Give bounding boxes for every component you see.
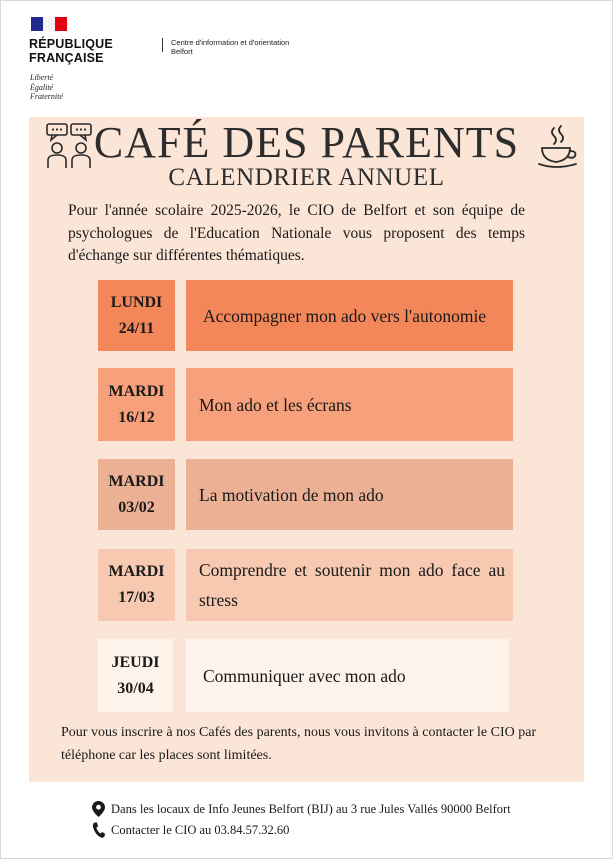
session-day-3: [98, 459, 175, 530]
session-day-4: [98, 549, 175, 621]
coffee-cup-icon: [536, 124, 584, 172]
session-topic-text: Comprendre et soutenir mon ado face au stress: [199, 560, 505, 610]
session-weekday: JEUDI: [111, 653, 160, 671]
footer-phone-text: Contacter le CIO au 03.84.57.32.60: [111, 823, 290, 837]
page-title: CAFÉ DES PARENTS: [93, 118, 520, 167]
session-weekday: MARDI: [108, 563, 165, 580]
session-topic-3: [186, 459, 513, 530]
session-topic-1: [186, 280, 513, 351]
session-weekday: LUNDI: [110, 293, 163, 311]
session-date: 17/03: [118, 589, 155, 606]
registration-note: Pour vous inscrire à nos Cafés des parents, nous vous invitons à contacter le CIO par téléphone car les places sont limitées.: [61, 725, 537, 763]
session-topic-text: La motivation de mon ado: [199, 484, 384, 505]
devise-text: Liberté Égalité Fraternité: [30, 73, 63, 101]
session-topic-text: Accompagner mon ado vers l'autonomie: [203, 305, 487, 326]
session-day-1: [98, 280, 175, 351]
session-topic-text: Mon ado et les écrans: [199, 394, 352, 415]
session-day-2: [98, 368, 175, 441]
session-topic-5: [186, 639, 509, 712]
session-date: 30/04: [117, 679, 154, 697]
session-weekday: MARDI: [108, 472, 165, 490]
republique-francaise-text: RÉPUBLIQUE FRANÇAISE: [29, 37, 113, 65]
session-weekday: MARDI: [108, 382, 165, 400]
footer-phone: [92, 821, 289, 839]
session-date: 03/02: [118, 498, 155, 516]
session-date: 16/12: [118, 408, 155, 426]
cio-label: Centre d'information et d'orientation Belfort: [171, 38, 290, 56]
page-subtitle: CALENDRIER ANNUEL: [168, 164, 445, 191]
session-topic-text: Communiquer avec mon ado: [203, 665, 406, 686]
footer-address: [92, 800, 511, 818]
footer-address-text: Dans les locaux de Info Jeunes Belfort (BIJ) au 3 rue Jules Vallés 90000 Belfort: [111, 802, 511, 816]
location-pin-icon: [92, 801, 105, 817]
marianne-logo: [31, 17, 67, 31]
session-topic-4: [186, 549, 513, 621]
intro-paragraph: Pour l'année scolaire 2025-2026, le CIO de Belfort et son équipe de psychologues de l'Education Nationale vous proposent des temps d'échange sur différentes thématiques.: [68, 202, 525, 264]
header-separator: [162, 38, 163, 52]
session-day-5: [98, 639, 173, 712]
phone-icon: [92, 822, 105, 838]
session-date: 24/11: [118, 319, 155, 337]
session-topic-2: [186, 368, 513, 441]
